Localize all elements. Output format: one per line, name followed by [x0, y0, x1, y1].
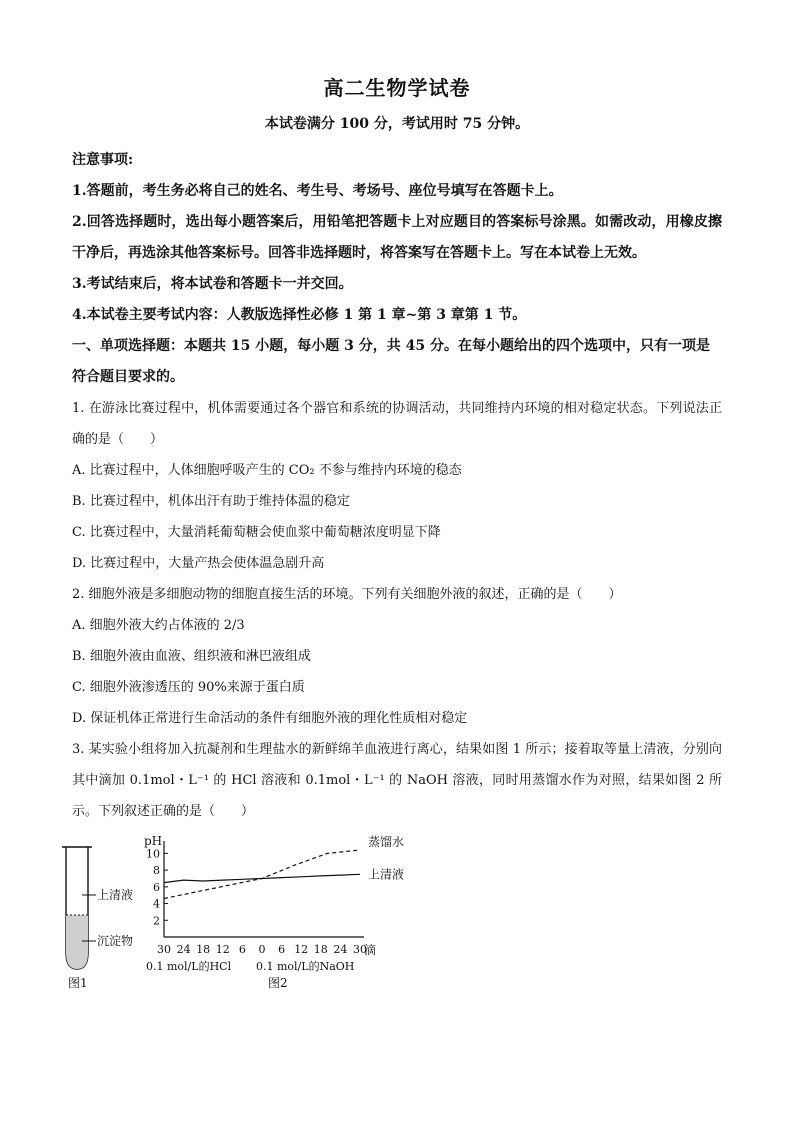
series-line-supernatant	[164, 874, 360, 882]
x-unit-label: 滴	[364, 943, 377, 957]
note-item: 4.本试卷主要考试内容：人教版选择性必修 1 第 1 章~第 3 章第 1 节。	[72, 307, 527, 323]
x-right-label: 0.1 mol/L的NaOH	[256, 960, 355, 973]
x-tick-label: 30	[157, 943, 171, 956]
y-axis-label: pH	[144, 834, 163, 848]
section-heading: 一、单项选择题：本题共 15 小题，每小题 3 分，共 45 分。在每小题给出的四个选项中，只有一项是符合题目要求的。	[72, 338, 710, 385]
question-option: B. 比赛过程中，机体出汗有助于维持体温的稳定	[72, 494, 350, 509]
sediment-layer	[66, 915, 88, 969]
question-option: D. 保证机体正常进行生命活动的条件有细胞外液的理化性质相对稳定	[72, 711, 468, 726]
figure2-caption: 图2	[268, 976, 288, 990]
y-tick-label: 4	[153, 897, 160, 911]
figure-svg	[60, 833, 405, 993]
x-tick-label: 0	[258, 943, 266, 956]
sediment-label: 沉淀物	[97, 934, 134, 948]
test-tube-figure	[62, 847, 133, 990]
x-tick-label: 30	[353, 943, 367, 956]
question-stem: 1. 在游泳比赛过程中，机体需要通过各个器官和系统的协调活动，共同维持内环境的相对稳定状态。下列说法正确的是（ ）	[72, 401, 722, 447]
notes-heading: 注意事项:	[72, 152, 134, 168]
question-option: A. 比赛过程中，人体细胞呼吸产生的 CO₂ 不参与维持内环境的稳态	[72, 463, 462, 478]
question-option: C. 比赛过程中，大量消耗葡萄糖会使血浆中葡萄糖浓度明显下降	[72, 525, 441, 540]
note-item: 3.考试结束后，将本试卷和答题卡一并交回。	[72, 276, 353, 292]
x-left-label: 0.1 mol/L的HCl	[146, 960, 232, 973]
ph-line-chart	[144, 834, 404, 990]
x-tick-label: 18	[313, 943, 328, 956]
question-option: C. 细胞外液渗透压的 90%来源于蛋白质	[72, 680, 305, 695]
page-subtitle: 本试卷满分 100 分，考试用时 75 分钟。	[264, 116, 530, 132]
figure-area	[68, 833, 722, 993]
y-tick-label: 2	[153, 914, 160, 928]
x-tick-label: 24	[176, 943, 191, 956]
x-tick-label: 12	[294, 943, 309, 956]
supernatant-label: 上清液	[97, 888, 134, 902]
x-tick-label: 6	[278, 943, 286, 956]
series-line-distilled-water	[164, 850, 360, 899]
y-tick-label: 6	[153, 880, 160, 894]
x-tick-label: 18	[196, 943, 211, 956]
exam-page	[68, 60, 722, 993]
note-item: 1.答题前，考生务必将自己的姓名、考生号、考场号、座位号填写在答题卡上。	[72, 183, 563, 199]
y-tick-label: 8	[153, 864, 160, 878]
series-label: 蒸馏水	[368, 835, 405, 850]
y-tick-label: 10	[146, 847, 160, 861]
x-tick-label: 12	[215, 943, 230, 956]
figure1-caption: 图1	[68, 976, 88, 990]
note-item: 2.回答选择题时，选出每小题答案后，用铅笔把答题卡上对应题目的答案标号涂黑。如需改动，用橡皮擦干净后，再选涂其他答案标号。回答非选择题时，将答案写在答题卡上。写在本试卷上无效。	[72, 214, 722, 261]
question-stem: 3. 某实验小组将加入抗凝剂和生理盐水的新鲜绵羊血液进行离心，结果如图 1 所示；接着取等量上清液，分别向其中滴加 0.1mol・L⁻¹ 的 HCl 溶液和 0.1mol・L⁻¹ 的 NaOH 溶液，同时用蒸馏水作为对照，结果如图 2 所示。下列叙述正确的是（ ）	[72, 742, 722, 819]
question-option: A. 细胞外液大约占体液的 2/3	[72, 618, 245, 633]
page-title: 高二生物学试卷	[323, 76, 471, 100]
series-label: 上清液	[368, 867, 405, 882]
question-option: D. 比赛过程中，大量产热会使体温急剧升高	[72, 556, 325, 571]
question-stem: 2. 细胞外液是多细胞动物的细胞直接生活的环境。下列有关细胞外液的叙述，正确的是（ ）	[72, 587, 622, 602]
question-option: B. 细胞外液由血液、组织液和淋巴液组成	[72, 649, 311, 664]
x-tick-label: 6	[238, 943, 246, 956]
x-tick-label: 24	[333, 943, 348, 956]
